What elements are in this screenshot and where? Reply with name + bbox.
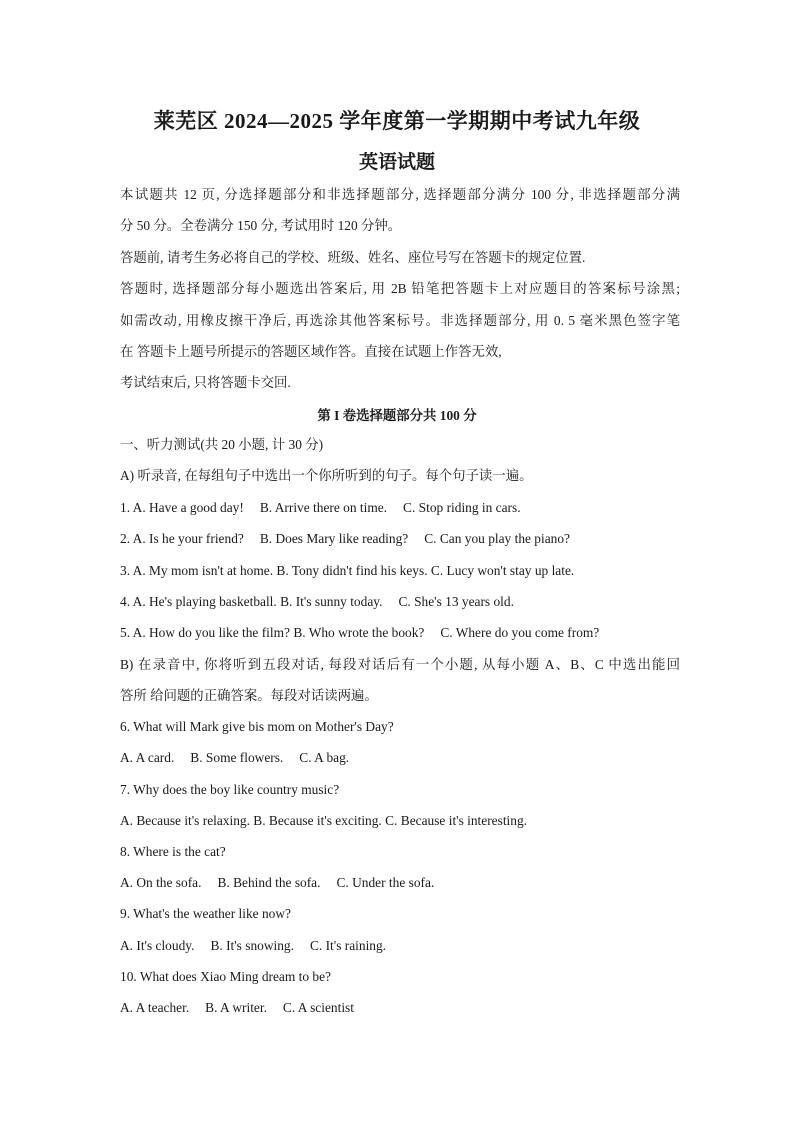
instruction-line: 本试题共 12 页, 分选择题部分和非选择题部分, 选择题部分满分 100 分, 非选择题部分满: [120, 187, 680, 202]
instruction-line: 如需改动, 用橡皮擦干净后, 再选涂其他答案标号。非选择题部分, 用 0. 5 毫米黑色签字笔: [120, 313, 680, 328]
option-a: A. It's cloudy.: [120, 938, 195, 953]
option-c: C. Under the sofa.: [336, 875, 435, 890]
option-c: C. A bag.: [299, 750, 350, 765]
option-a: A. A teacher.: [120, 1000, 190, 1015]
instruction-line: 考试结束后, 只将答题卡交回.: [120, 375, 291, 390]
question-1: [120, 499, 521, 517]
question-4: [120, 593, 514, 611]
option-c: C. It's raining.: [309, 938, 387, 953]
instruction-line: 答题前, 请考生务必将自己的学校、班级、姓名、座位号写在答题卡的规定位置.: [120, 250, 586, 265]
question-7-options: A. Because it's relaxing. B. Because it's exciting. C. Because it's interesting.: [120, 813, 528, 828]
option-a: A. On the sofa.: [120, 875, 202, 890]
option-a: A. A card.: [120, 750, 175, 765]
question-8-stem: 8. Where is the cat?: [120, 844, 226, 859]
option-b: B. Does Mary like reading?: [259, 531, 409, 546]
question-10-options: [120, 999, 354, 1017]
option-b: B. Arrive there on time.: [259, 500, 388, 515]
option-b: B. A writer.: [205, 1000, 267, 1015]
part-heading: 第 I 卷选择题部分共 100 分: [317, 408, 477, 423]
option-c: C. A scientist: [282, 1000, 354, 1015]
option-a: 2. A. Is he your friend?: [120, 531, 244, 546]
instruction-line: 分 50 分。全卷满分 150 分, 考试用时 120 分钟。: [120, 218, 402, 233]
question-3: 3. A. My mom isn't at home. B. Tony didn't find his keys. C. Lucy won't stay up late.: [120, 563, 575, 578]
instruction-line: 在 答题卡上题号所提示的答题区域作答。直接在试题上作答无效,: [120, 344, 502, 359]
option-a: 1. A. Have a good day!: [120, 500, 244, 515]
question-2: [120, 530, 570, 548]
question-9-stem: 9. What's the weather like now?: [120, 906, 291, 921]
section-b-instructions: B) 在录音中, 你将听到五段对话, 每段对话后有一个小题, 从每小题 A、B、C 中选出能回: [120, 657, 680, 672]
question-5: [120, 624, 599, 642]
option-b: B. It's snowing.: [210, 938, 294, 953]
exam-title: 莱芜区 2024—2025 学年度第一学期期中考试九年级: [153, 109, 641, 133]
section-b-instructions: 答所 给问题的正确答案。每段对话读两遍。: [120, 688, 378, 703]
exam-subtitle: 英语试题: [358, 152, 435, 173]
option-c: C. Stop riding in cars.: [403, 500, 521, 515]
option-c: C. She's 13 years old.: [398, 594, 514, 609]
option-b: B. Behind the sofa.: [217, 875, 321, 890]
question-7-stem: 7. Why does the boy like country music?: [120, 782, 340, 797]
options-ab: 5. A. How do you like the film? B. Who wrote the book?: [120, 625, 425, 640]
question-9-options: [120, 937, 386, 955]
options-ab: 4. A. He's playing basketball. B. It's sunny today.: [120, 594, 383, 609]
question-6-options: [120, 749, 349, 767]
instruction-line: 答题时, 选择题部分每小题选出答案后, 用 2B 铅笔把答题卡上对应题目的答案标号涂黑;: [120, 281, 680, 296]
option-c: C. Can you play the piano?: [424, 531, 570, 546]
option-b: B. Some flowers.: [190, 750, 284, 765]
question-8-options: [120, 874, 434, 892]
section-a-instructions: A) 听录音, 在每组句子中选出一个你所听到的句子。每个句子读一遍。: [120, 468, 533, 483]
option-c: C. Where do you come from?: [440, 625, 600, 640]
question-6-stem: 6. What will Mark give bis mom on Mother's Day?: [120, 719, 394, 734]
section-title: 一、听力测试(共 20 小题, 计 30 分): [120, 437, 324, 452]
question-10-stem: 10. What does Xiao Ming dream to be?: [120, 969, 331, 984]
